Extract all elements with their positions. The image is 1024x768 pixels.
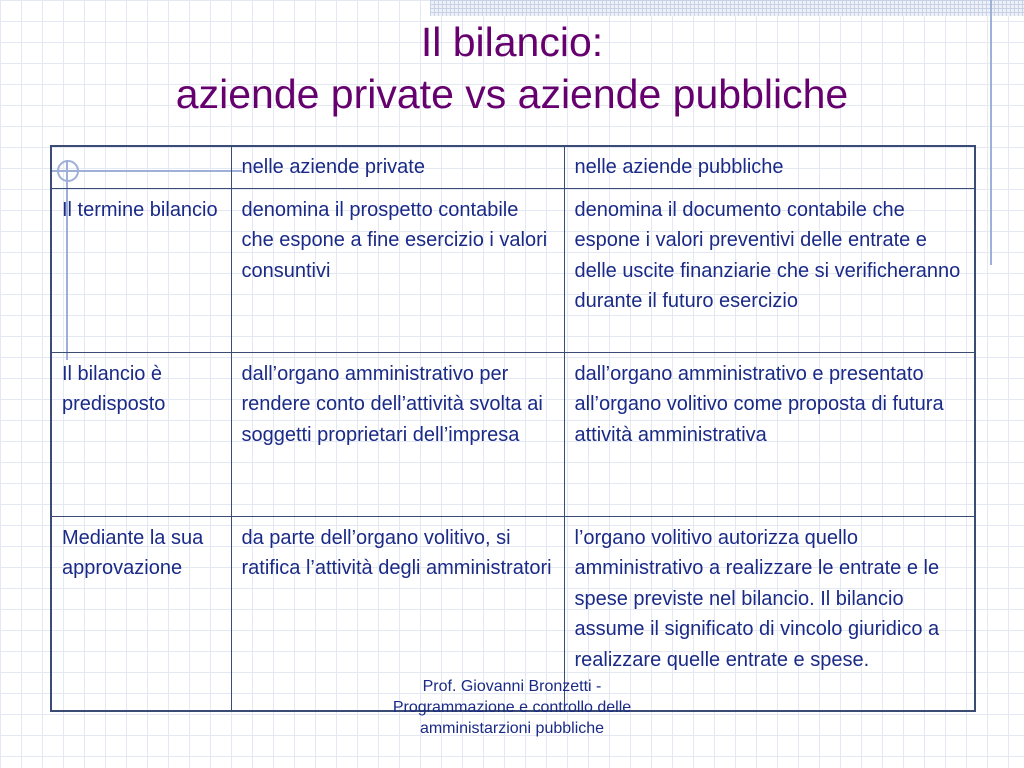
table-header-row [51, 146, 975, 188]
public-cell: denomina il documento contabile che espone i valori preventivi delle entrate e delle uscite finanziarie che si verificheranno durante il futuro esercizio [564, 188, 975, 352]
row-label-cell: Mediante la sua approvazione [51, 516, 231, 711]
footer-line-1: Prof. Giovanni Bronzetti - [422, 678, 602, 695]
decorative-top-band [430, 0, 1024, 16]
row-label-cell: Il termine bilancio [51, 188, 231, 352]
header-cell-private: nelle aziende private [231, 146, 564, 188]
public-cell: dall’organo amministrativo e presentato all’organo volitivo come proposta di futura attività amministrativa [564, 352, 975, 516]
table-row [51, 188, 975, 352]
comparison-table [50, 145, 976, 712]
footer-line-2: Programmazione e controllo delle [392, 699, 632, 716]
slide-title-line-2: aziende private vs aziende pubbliche [175, 71, 849, 117]
slide-title [0, 16, 1024, 120]
slide-title-line-1: Il bilancio: [420, 19, 604, 65]
public-cell: l’organo volitivo autorizza quello amministrativo a realizzare le entrate e le spese previste nel bilancio. Il bilancio assume il significato di vincolo giuridico a realizzare quelle entrate e spese. [564, 516, 975, 711]
footer-line-3: amministarzioni pubbliche [419, 720, 605, 737]
slide-footer [340, 676, 684, 739]
header-cell-public: nelle aziende pubbliche [564, 146, 975, 188]
table-row [51, 352, 975, 516]
private-cell: denomina il prospetto contabile che espone a fine esercizio i valori consuntivi [231, 188, 564, 352]
private-cell: dall’organo amministrativo per rendere conto dell’attività svolta ai soggetti proprietari dell’impresa [231, 352, 564, 516]
private-cell: da parte dell’organo volitivo, si ratifica l’attività degli amministratori [231, 516, 564, 711]
header-cell-empty [51, 146, 231, 188]
row-label-cell: Il bilancio è predisposto [51, 352, 231, 516]
